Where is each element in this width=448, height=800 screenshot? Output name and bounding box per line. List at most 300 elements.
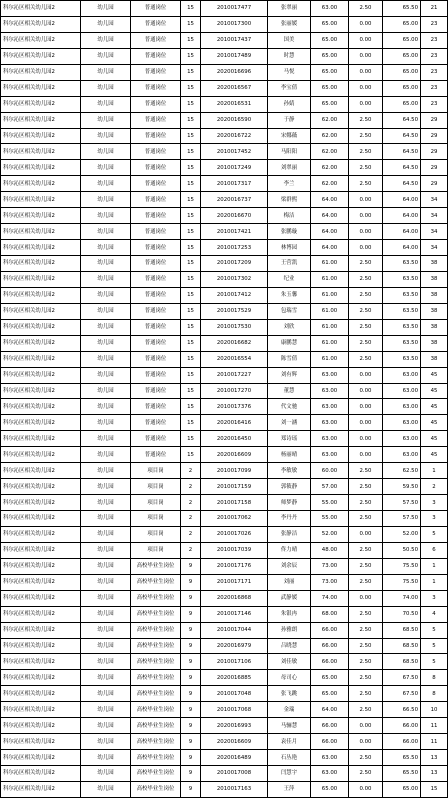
candidate-name-cell: 佟力晴 [268,542,311,558]
unit-name-cell: 科尔沁区相关幼儿园2 [1,495,81,511]
bonus-score-cell: 2.50 [349,479,383,495]
written-score-cell: 60.00 [311,463,349,479]
table-row [1,766,448,782]
table-row [1,192,448,208]
total-score-cell: 65.50 [383,766,421,782]
total-score-cell: 50.50 [383,542,421,558]
bonus-score-cell: 2.50 [349,319,383,335]
rank-cell: 29 [421,160,448,176]
candidate-name-cell: 石丛艳 [268,750,311,766]
unit-type-cell: 幼儿园 [81,463,131,479]
unit-name-cell: 科尔沁区相关幼儿园2 [1,144,81,160]
post-type-cell: 普通岗位 [131,64,181,80]
total-score-cell: 74.00 [383,590,421,606]
written-score-cell: 73.00 [311,558,349,574]
candidate-name-cell: 马阳阳 [268,144,311,160]
quota-cell: 9 [181,590,201,606]
unit-type-cell: 幼儿园 [81,176,131,192]
quota-cell: 15 [181,447,201,463]
total-score-cell: 67.50 [383,670,421,686]
written-score-cell: 64.00 [311,224,349,240]
post-type-cell: 项目岗 [131,526,181,542]
post-type-cell: 项目岗 [131,479,181,495]
written-score-cell: 64.00 [311,208,349,224]
total-score-cell: 75.50 [383,558,421,574]
bonus-score-cell: 2.50 [349,271,383,287]
candidate-name-cell: 纪业 [268,271,311,287]
unit-type-cell: 幼儿园 [81,1,131,17]
ticket-number-cell: 2010017270 [201,383,268,399]
post-type-cell: 高校毕业生岗位 [131,670,181,686]
ticket-number-cell: 2020016682 [201,335,268,351]
post-type-cell: 普通岗位 [131,112,181,128]
candidate-name-cell: 孙婧 [268,96,311,112]
ticket-number-cell: 2020016993 [201,718,268,734]
written-score-cell: 66.00 [311,718,349,734]
written-score-cell: 61.00 [311,335,349,351]
written-score-cell: 48.00 [311,542,349,558]
quota-cell: 9 [181,574,201,590]
candidate-name-cell: 朱银冉 [268,606,311,622]
post-type-cell: 高校毕业生岗位 [131,638,181,654]
bonus-score-cell: 0.00 [349,399,383,415]
quota-cell: 15 [181,80,201,96]
unit-type-cell: 幼儿园 [81,16,131,32]
post-type-cell: 高校毕业生岗位 [131,622,181,638]
post-type-cell: 普通岗位 [131,303,181,319]
total-score-cell: 63.00 [383,415,421,431]
rank-cell: 11 [421,718,448,734]
candidate-name-cell: 宋娜薇 [268,128,311,144]
post-type-cell: 普通岗位 [131,160,181,176]
total-score-cell: 65.50 [383,1,421,17]
rank-cell: 45 [421,431,448,447]
post-type-cell: 高校毕业生岗位 [131,734,181,750]
post-type-cell: 高校毕业生岗位 [131,781,181,797]
written-score-cell: 65.00 [311,64,349,80]
quota-cell: 9 [181,781,201,797]
post-type-cell: 普通岗位 [131,367,181,383]
table-row [1,606,448,622]
unit-type-cell: 幼儿园 [81,511,131,527]
ticket-number-cell: 2020016567 [201,80,268,96]
table-row [1,144,448,160]
rank-cell: 5 [421,526,448,542]
unit-type-cell: 幼儿园 [81,112,131,128]
rank-cell: 4 [421,606,448,622]
unit-type-cell: 幼儿园 [81,351,131,367]
table-row [1,415,448,431]
total-score-cell: 64.00 [383,224,421,240]
rank-cell: 38 [421,319,448,335]
unit-name-cell: 科尔沁区相关幼儿园2 [1,112,81,128]
table-row [1,160,448,176]
unit-name-cell: 科尔沁区相关幼儿园2 [1,271,81,287]
bonus-score-cell: 2.50 [349,463,383,479]
post-type-cell: 高校毕业生岗位 [131,702,181,718]
candidate-name-cell: 张飞跳 [268,686,311,702]
unit-name-cell: 科尔沁区相关幼儿园2 [1,638,81,654]
table-row [1,686,448,702]
rank-cell: 23 [421,80,448,96]
quota-cell: 15 [181,112,201,128]
candidate-name-cell: 刘余辰 [268,558,311,574]
ticket-number-cell: 2010017048 [201,686,268,702]
rank-cell: 3 [421,511,448,527]
ticket-number-cell: 2010017171 [201,574,268,590]
written-score-cell: 55.00 [311,511,349,527]
total-score-cell: 65.00 [383,64,421,80]
bonus-score-cell: 2.50 [349,335,383,351]
written-score-cell: 61.00 [311,287,349,303]
quota-cell: 15 [181,319,201,335]
quota-cell: 15 [181,1,201,17]
table-row [1,367,448,383]
table-row [1,463,448,479]
ticket-number-cell: 2010017452 [201,144,268,160]
quota-cell: 15 [181,415,201,431]
total-score-cell: 63.00 [383,367,421,383]
post-type-cell: 高校毕业生岗位 [131,686,181,702]
unit-name-cell: 科尔沁区相关幼儿园2 [1,80,81,96]
unit-type-cell: 幼儿园 [81,144,131,160]
written-score-cell: 64.00 [311,240,349,256]
written-score-cell: 63.00 [311,766,349,782]
bonus-score-cell: 2.50 [349,654,383,670]
bonus-score-cell: 0.00 [349,734,383,750]
unit-name-cell: 科尔沁区相关幼儿园2 [1,606,81,622]
unit-name-cell: 科尔沁区相关幼儿园2 [1,64,81,80]
rank-cell: 45 [421,447,448,463]
candidate-name-cell: 吕晓慧 [268,638,311,654]
ticket-number-cell: 2020016670 [201,208,268,224]
candidate-name-cell: 马骊慧 [268,718,311,734]
candidate-name-cell: 朱玉馨 [268,287,311,303]
ticket-number-cell: 2010017008 [201,766,268,782]
ticket-number-cell: 2010017106 [201,654,268,670]
table-row [1,80,448,96]
quota-cell: 15 [181,176,201,192]
written-score-cell: 65.00 [311,96,349,112]
written-score-cell: 63.00 [311,399,349,415]
ticket-number-cell: 2020016590 [201,112,268,128]
unit-type-cell: 幼儿园 [81,558,131,574]
written-score-cell: 62.00 [311,144,349,160]
ticket-number-cell: 2020016868 [201,590,268,606]
quota-cell: 15 [181,160,201,176]
quota-cell: 9 [181,622,201,638]
quota-cell: 15 [181,383,201,399]
quota-cell: 2 [181,479,201,495]
ticket-number-cell: 2010017477 [201,1,268,17]
unit-type-cell: 幼儿园 [81,447,131,463]
rank-cell: 5 [421,654,448,670]
ticket-number-cell: 2010017176 [201,558,268,574]
candidate-name-cell: 李宝倩 [268,80,311,96]
table-row [1,351,448,367]
total-score-cell: 62.50 [383,463,421,479]
rank-cell: 23 [421,48,448,64]
quota-cell: 2 [181,495,201,511]
candidate-name-cell: 时慧 [268,48,311,64]
table-row [1,558,448,574]
written-score-cell: 65.00 [311,80,349,96]
rank-cell: 29 [421,176,448,192]
ticket-number-cell: 2010017529 [201,303,268,319]
post-type-cell: 普通岗位 [131,335,181,351]
written-score-cell: 63.00 [311,431,349,447]
unit-name-cell: 科尔沁区相关幼儿园2 [1,686,81,702]
post-type-cell: 普通岗位 [131,240,181,256]
unit-type-cell: 幼儿园 [81,686,131,702]
bonus-score-cell: 2.50 [349,511,383,527]
unit-name-cell: 科尔沁区相关幼儿园2 [1,654,81,670]
total-score-cell: 52.00 [383,526,421,542]
ticket-number-cell: 2020016450 [201,431,268,447]
unit-type-cell: 幼儿园 [81,526,131,542]
unit-name-cell: 科尔沁区相关幼儿园2 [1,622,81,638]
post-type-cell: 项目岗 [131,463,181,479]
quota-cell: 15 [181,399,201,415]
written-score-cell: 74.00 [311,590,349,606]
rank-cell: 5 [421,622,448,638]
unit-name-cell: 科尔沁区相关幼儿园2 [1,1,81,17]
written-score-cell: 66.00 [311,654,349,670]
candidate-name-cell: 王萍 [268,781,311,797]
quota-cell: 15 [181,367,201,383]
post-type-cell: 普通岗位 [131,176,181,192]
unit-type-cell: 幼儿园 [81,399,131,415]
quota-cell: 15 [181,256,201,272]
post-type-cell: 普通岗位 [131,144,181,160]
quota-cell: 9 [181,734,201,750]
bonus-score-cell: 2.50 [349,606,383,622]
written-score-cell: 65.00 [311,686,349,702]
written-score-cell: 65.00 [311,48,349,64]
rank-cell: 6 [421,542,448,558]
written-score-cell: 62.00 [311,128,349,144]
written-score-cell: 63.00 [311,367,349,383]
bonus-score-cell: 2.50 [349,256,383,272]
post-type-cell: 普通岗位 [131,399,181,415]
quota-cell: 9 [181,654,201,670]
candidate-name-cell: 郑诗瑶 [268,431,311,447]
table-row [1,447,448,463]
quota-cell: 15 [181,48,201,64]
quota-cell: 15 [181,287,201,303]
table-row [1,495,448,511]
ticket-number-cell: 2010017158 [201,495,268,511]
bonus-score-cell: 2.50 [349,495,383,511]
unit-name-cell: 科尔沁区相关幼儿园2 [1,383,81,399]
total-score-cell: 66.00 [383,734,421,750]
unit-name-cell: 科尔沁区相关幼儿园2 [1,192,81,208]
written-score-cell: 65.00 [311,781,349,797]
quota-cell: 15 [181,240,201,256]
unit-type-cell: 幼儿园 [81,702,131,718]
post-type-cell: 普通岗位 [131,16,181,32]
table-row [1,670,448,686]
rank-cell: 45 [421,367,448,383]
table-row [1,335,448,351]
post-type-cell: 普通岗位 [131,431,181,447]
unit-type-cell: 幼儿园 [81,271,131,287]
rank-cell: 13 [421,750,448,766]
bonus-score-cell: 0.00 [349,367,383,383]
rank-cell: 34 [421,192,448,208]
rank-cell: 38 [421,303,448,319]
written-score-cell: 65.00 [311,16,349,32]
post-type-cell: 普通岗位 [131,224,181,240]
rank-cell: 1 [421,574,448,590]
post-type-cell: 普通岗位 [131,128,181,144]
rank-cell: 34 [421,208,448,224]
ticket-number-cell: 2010017302 [201,271,268,287]
written-score-cell: 55.00 [311,495,349,511]
bonus-score-cell: 2.50 [349,144,383,160]
bonus-score-cell: 0.00 [349,192,383,208]
quota-cell: 9 [181,606,201,622]
rank-cell: 38 [421,256,448,272]
written-score-cell: 66.00 [311,622,349,638]
bonus-score-cell: 2.50 [349,670,383,686]
quota-cell: 9 [181,702,201,718]
quota-cell: 15 [181,224,201,240]
bonus-score-cell: 2.50 [349,574,383,590]
quota-cell: 9 [181,670,201,686]
candidate-name-cell: 张鹏璇 [268,224,311,240]
candidate-name-cell: 武静媛 [268,590,311,606]
quota-cell: 15 [181,144,201,160]
post-type-cell: 普通岗位 [131,351,181,367]
total-score-cell: 65.00 [383,16,421,32]
bonus-score-cell: 0.00 [349,16,383,32]
written-score-cell: 65.00 [311,670,349,686]
post-type-cell: 高校毕业生岗位 [131,558,181,574]
ticket-number-cell: 2010017044 [201,622,268,638]
ticket-number-cell: 2020016489 [201,750,268,766]
post-type-cell: 普通岗位 [131,271,181,287]
table-row [1,431,448,447]
total-score-cell: 65.00 [383,48,421,64]
ticket-number-cell: 2020016609 [201,447,268,463]
candidate-name-cell: 刘佳敏 [268,654,311,670]
table-row [1,718,448,734]
quota-cell: 15 [181,64,201,80]
ticket-number-cell: 2010017163 [201,781,268,797]
total-score-cell: 68.50 [383,654,421,670]
written-score-cell: 62.00 [311,176,349,192]
bonus-score-cell: 0.00 [349,96,383,112]
candidate-name-cell: 李兰 [268,176,311,192]
unit-name-cell: 科尔沁区相关幼儿园2 [1,240,81,256]
ticket-number-cell: 2010017068 [201,702,268,718]
unit-type-cell: 幼儿园 [81,48,131,64]
written-score-cell: 52.00 [311,526,349,542]
unit-name-cell: 科尔沁区相关幼儿园2 [1,128,81,144]
ticket-number-cell: 2010017249 [201,160,268,176]
rank-cell: 13 [421,766,448,782]
unit-name-cell: 科尔沁区相关幼儿园2 [1,431,81,447]
written-score-cell: 73.00 [311,574,349,590]
candidate-name-cell: 林博园 [268,240,311,256]
bonus-score-cell: 0.00 [349,590,383,606]
rank-cell: 45 [421,415,448,431]
rank-cell: 21 [421,1,448,17]
unit-type-cell: 幼儿园 [81,32,131,48]
rank-cell: 2 [421,479,448,495]
unit-type-cell: 幼儿园 [81,766,131,782]
bonus-score-cell: 2.50 [349,558,383,574]
unit-type-cell: 幼儿园 [81,495,131,511]
unit-type-cell: 幼儿园 [81,415,131,431]
rank-cell: 8 [421,670,448,686]
table-row [1,128,448,144]
rank-cell: 34 [421,240,448,256]
ticket-number-cell: 2020016737 [201,192,268,208]
ticket-number-cell: 2020016979 [201,638,268,654]
rank-cell: 23 [421,32,448,48]
unit-type-cell: 幼儿园 [81,622,131,638]
quota-cell: 15 [181,303,201,319]
unit-name-cell: 科尔沁区相关幼儿园2 [1,256,81,272]
candidate-name-cell: 刘丽 [268,574,311,590]
bonus-score-cell: 0.00 [349,80,383,96]
ticket-number-cell: 2020016554 [201,351,268,367]
quota-cell: 9 [181,686,201,702]
unit-name-cell: 科尔沁区相关幼儿园2 [1,319,81,335]
total-score-cell: 65.00 [383,96,421,112]
table-row [1,32,448,48]
total-score-cell: 64.00 [383,208,421,224]
post-type-cell: 普通岗位 [131,256,181,272]
candidate-name-cell: 张静洁 [268,526,311,542]
unit-type-cell: 幼儿园 [81,208,131,224]
total-score-cell: 68.50 [383,622,421,638]
total-score-cell: 64.50 [383,128,421,144]
total-score-cell: 63.50 [383,271,421,287]
candidate-name-cell: 师梦静 [268,495,311,511]
candidate-name-cell: 金瑞 [268,702,311,718]
total-score-cell: 63.50 [383,303,421,319]
quota-cell: 15 [181,96,201,112]
rank-cell: 5 [421,638,448,654]
table-row [1,526,448,542]
unit-type-cell: 幼儿园 [81,383,131,399]
total-score-cell: 63.00 [383,383,421,399]
quota-cell: 15 [181,208,201,224]
unit-type-cell: 幼儿园 [81,750,131,766]
unit-name-cell: 科尔沁区相关幼儿园2 [1,479,81,495]
quota-cell: 15 [181,335,201,351]
quota-cell: 15 [181,271,201,287]
unit-name-cell: 科尔沁区相关幼儿园2 [1,335,81,351]
quota-cell: 9 [181,766,201,782]
rank-cell: 8 [421,686,448,702]
candidate-name-cell: 于静 [268,112,311,128]
post-type-cell: 普通岗位 [131,319,181,335]
unit-type-cell: 幼儿园 [81,256,131,272]
table-row [1,224,448,240]
unit-name-cell: 科尔沁区相关幼儿园2 [1,542,81,558]
unit-type-cell: 幼儿园 [81,367,131,383]
unit-name-cell: 科尔沁区相关幼儿园2 [1,447,81,463]
total-score-cell: 63.50 [383,335,421,351]
total-score-cell: 63.50 [383,351,421,367]
total-score-cell: 57.50 [383,511,421,527]
total-score-cell: 64.50 [383,160,421,176]
unit-name-cell: 科尔沁区相关幼儿园2 [1,463,81,479]
